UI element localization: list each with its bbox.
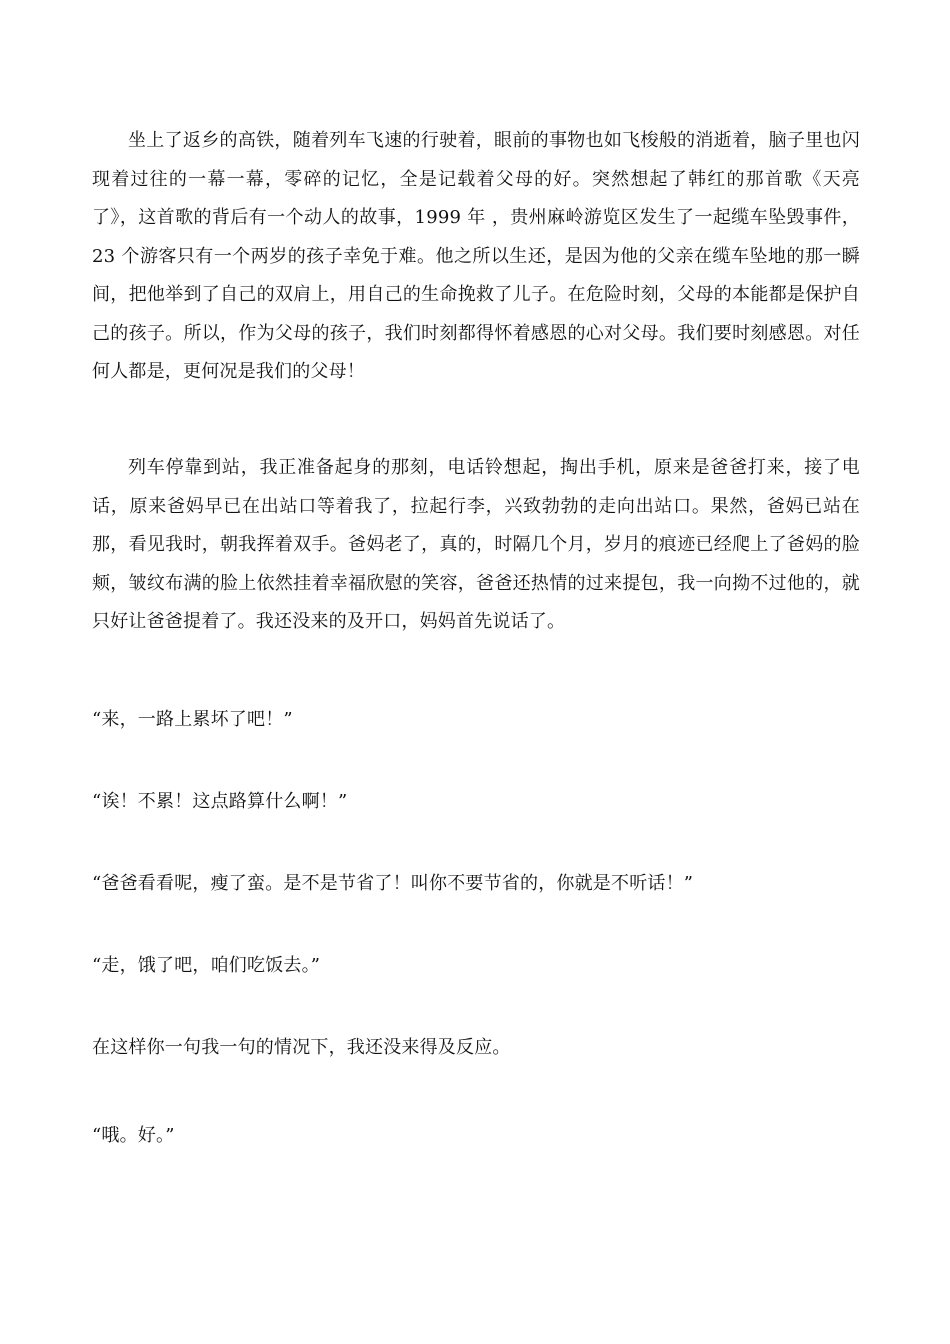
dialogue-line-4: “走，饿了吧，咱们吃饭去。”	[92, 955, 321, 976]
paragraph-train-memory: 坐上了返乡的高铁，随着列车飞速的行驶着，眼前的事物也如飞梭般的消逝着，脑子里也闪现着过往的一幕一幕，零碎的记忆，全是记载着父母的好。突然想起了韩红的那首歌《天亮了》，这首歌的背后有一个动人的故事，1999 年 ，贵州麻岭游览区发生了一起缆车坠毁事件，23 个游客只有一个两岁的孩子幸免于难。他之所以生还，是因为他的父亲在缆车坠地的那一瞬间，把他举到了自己的双肩上，用自己的生命挽救了儿子。在危险时刻，父母的本能都是保护自己的孩子。所以，作为父母的孩子，我们时刻都得怀着感恩的心对父母。我们要时刻感恩。对任何人都是，更何况是我们的父母！	[92, 130, 860, 382]
dialogue-line-5: “哦。好。”	[92, 1125, 175, 1146]
narration-line: 在这样你一句我一句的情况下，我还没来得及反应。	[92, 1037, 511, 1058]
paragraph-arrival: 列车停靠到站，我正准备起身的那刻，电话铃想起，掏出手机，原来是爸爸打来，接了电话，原来爸妈早已在出站口等着我了，拉起行李，兴致勃勃的走向出站口。果然，爸妈已站在那，看见我时，朝我挥着双手。爸妈老了，真的，时隔几个月，岁月的痕迹已经爬上了爸妈的脸颊，皱纹布满的脸上依然挂着幸福欣慰的笑容，爸爸还热情的过来提包，我一向拗不过他的，就只好让爸爸提着了。我还没来的及开口，妈妈首先说话了。	[92, 457, 860, 632]
dialogue-line-2: “诶！不累！这点路算什么啊！”	[92, 791, 348, 812]
dialogue-line-3: “爸爸看看呢，瘦了蛮。是不是节省了！叫你不要节省的，你就是不听话！”	[92, 873, 694, 894]
dialogue-line-1: “来，一路上累坏了吧！”	[92, 709, 293, 730]
